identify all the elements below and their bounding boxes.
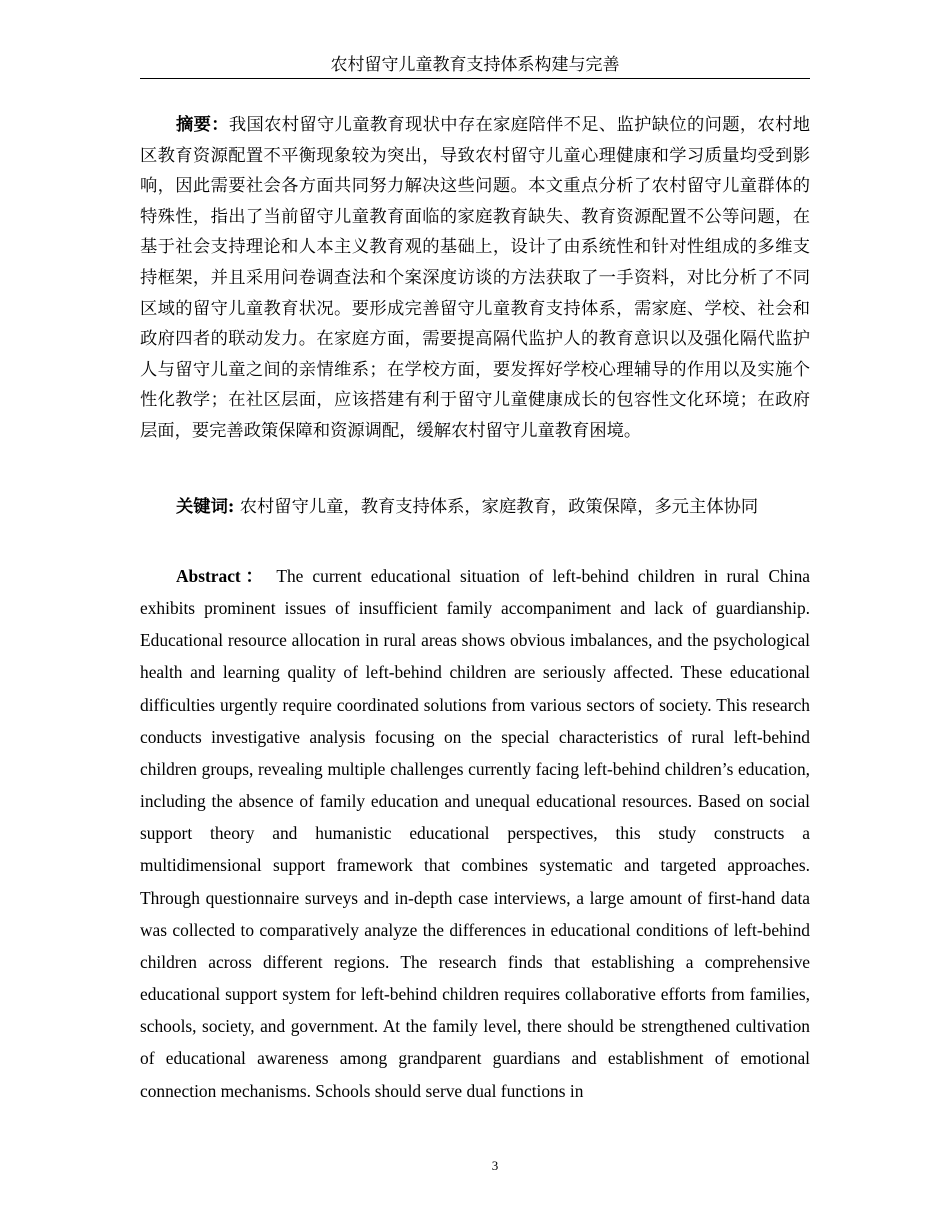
chinese-keywords-label: 关键词: xyxy=(176,497,235,517)
english-abstract-label: Abstract： xyxy=(176,566,268,586)
english-abstract xyxy=(140,560,810,1107)
page-number: 3 xyxy=(491,1158,499,1173)
chinese-abstract xyxy=(140,110,810,447)
chinese-keywords xyxy=(140,493,810,521)
chinese-keywords-text: 农村留守儿童，教育支持体系，家庭教育，政策保障，多元主体协同 xyxy=(234,497,759,517)
english-abstract-text: The current educational situation of left-behind children in rural China exhibits prominent issues of insufficient family accompaniment and lack of guardianship. Educational resource allocation in rural areas shows obvious imbalances, and the psychological health and learning quality of left-behind children are seriously affected. These educational difficulties urgently require coordinated solutions from various sectors of society. This research conducts investigative analysis focusing on the special characteristics of rural left-behind children groups, revealing multiple challenges currently facing left-behind children’s education, including the absence of family education and unequal educational resources. Based on social support theory and humanistic educational perspectives, this study constructs a multidimensional support framework that combines systematic and targeted approaches. Through questionnaire surveys and in-depth case interviews, a large amount of first-hand data was collected to comparatively analyze the differences in educational conditions of left-behind children across different regions. The research finds that establishing a comprehensive educational support system for left-behind children requires collaborative efforts from families, schools, society, and government. At the family level, there should be strengthened cultivation of educational awareness among grandparent guardians and establishment of emotional connection mechanisms. Schools should serve dual functions in xyxy=(140,566,810,1101)
running-header: 农村留守儿童教育支持体系构建与完善 xyxy=(330,55,620,75)
chinese-abstract-text: 我国农村留守儿童教育现状中存在家庭陪伴不足、监护缺位的问题，农村地区教育资源配置不平衡现象较为突出，导致农村留守儿童心理健康和学习质量均受到影响，因此需要社会各方面共同努力解决这些问题。本文重点分析了农村留守儿童群体的特殊性，指出了当前留守儿童教育面临的家庭教育缺失、教育资源配置不公等问题，在基于社会支持理论和人本主义教育观的基础上，设计了由系统性和针对性组成的多维支持框架，并且采用问卷调查法和个案深度访谈的方法获取了一手资料，对比分析了不同区域的留守儿童教育状况。要形成完善留守儿童教育支持体系，需家庭、学校、社会和政府四者的联动发力。在家庭方面，需要提高隔代监护人的教育意识以及强化隔代监护人与留守儿童之间的亲情维系；在学校方面，要发挥好学校心理辅导的作用以及实施个性化教学；在社区层面，应该搭建有利于留守儿童健康成长的包容性文化环境；在政府层面，要完善政策保障和资源调配，缓解农村留守儿童教育困境。 xyxy=(140,115,810,441)
header-divider xyxy=(140,78,810,79)
chinese-abstract-label: 摘要： xyxy=(176,115,229,135)
